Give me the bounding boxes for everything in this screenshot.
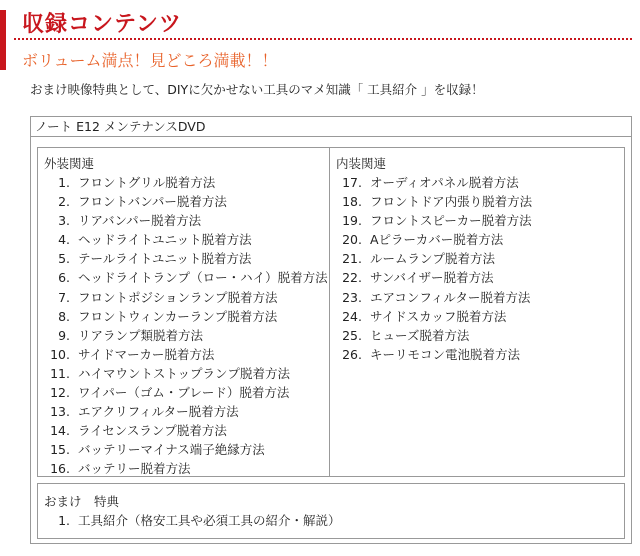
bonus-heading: おまけ 特典: [44, 494, 120, 509]
exterior-heading: 外装関連: [44, 156, 95, 171]
item-number: 3.: [58, 213, 70, 229]
list-item: [46, 511, 341, 530]
item-label: ライセンスランプ脱着方法: [78, 423, 227, 439]
item-number: 1.: [58, 175, 70, 190]
item-number: 13.: [50, 404, 70, 420]
interior-list: [338, 173, 532, 364]
list-item: [338, 211, 532, 230]
item-label: Aピラーカバー脱着方法: [370, 232, 504, 248]
item-label: フロントグリル脱着方法: [78, 175, 216, 190]
item-label: キーリモコン電池脱着方法: [370, 346, 521, 362]
item-number: 16.: [50, 461, 70, 477]
item-label: ヘッドライトユニット脱着方法: [78, 232, 252, 248]
interior-heading: 内装関連: [336, 156, 387, 171]
item-number: 5.: [58, 251, 70, 267]
list-item: [46, 192, 328, 211]
item-label: ハイマウントストップランプ脱着方法: [78, 365, 291, 381]
item-number: 6.: [58, 270, 70, 286]
list-item: [338, 192, 532, 211]
list-item: [46, 288, 328, 307]
item-number: 19.: [342, 213, 362, 229]
item-label: テールライトユニット脱着方法: [78, 251, 252, 267]
list-item: [46, 230, 328, 249]
section-heading: [0, 0, 640, 74]
item-label: バッテリー脱着方法: [78, 461, 191, 477]
contents-box: [30, 116, 632, 544]
list-item: [338, 230, 532, 249]
item-number: 22.: [342, 270, 362, 286]
item-number: 20.: [342, 232, 362, 248]
item-label: サイドマーカー脱着方法: [78, 346, 215, 362]
list-item: [338, 268, 532, 287]
item-label: ワイパー（ゴム・ブレード）脱着方法: [78, 385, 290, 401]
item-number: 1.: [58, 513, 70, 528]
list-item: [46, 307, 328, 326]
item-number: 2.: [58, 194, 70, 210]
list-item: [338, 173, 532, 192]
exterior-column: [37, 147, 329, 477]
item-number: 11.: [50, 365, 70, 381]
item-number: 21.: [342, 251, 362, 267]
item-number: 10.: [50, 346, 70, 362]
section-title: 収録コンテンツ: [22, 12, 182, 37]
list-item: [46, 326, 328, 345]
list-item: [46, 402, 328, 421]
item-number: 24.: [342, 308, 362, 324]
list-item: [46, 268, 328, 287]
item-label: フロントウィンカーランプ脱着方法: [78, 308, 278, 324]
item-number: 25.: [342, 327, 362, 343]
section-subtitle: ボリューム満点！見どころ満載！！: [22, 51, 278, 70]
item-label: ヘッドライトランプ（ロー・ハイ）脱着方法: [78, 270, 328, 286]
list-item: [46, 173, 328, 192]
dotted-divider: [14, 38, 632, 40]
item-label: フロントバンパー脱着方法: [78, 194, 227, 210]
item-label: エアクリフィルター脱着方法: [78, 404, 239, 420]
list-item: [338, 326, 532, 345]
item-number: 9.: [58, 327, 70, 343]
contents-columns: [31, 141, 631, 483]
list-item: [46, 211, 328, 230]
interior-column: [329, 147, 625, 477]
list-item: [46, 459, 328, 478]
exterior-list: [46, 173, 328, 479]
item-label: ヒューズ脱着方法: [370, 327, 470, 343]
accent-bar: [0, 10, 6, 70]
item-number: 18.: [342, 194, 362, 210]
list-item: [46, 440, 328, 459]
item-number: 26.: [342, 346, 362, 362]
item-label: バッテリーマイナス端子絶縁方法: [78, 442, 265, 458]
bonus-section: [37, 483, 625, 539]
item-label: サンバイザー脱着方法: [370, 270, 494, 286]
list-item: [46, 364, 328, 383]
item-label: フロントドア内張り脱着方法: [370, 194, 533, 210]
item-number: 7.: [58, 289, 70, 305]
item-label: フロントスピーカー脱着方法: [370, 213, 532, 229]
bonus-list: [46, 511, 341, 530]
item-number: 23.: [342, 289, 362, 305]
item-number: 14.: [50, 423, 70, 439]
item-label: リアバンパー脱着方法: [78, 213, 202, 229]
list-item: [46, 249, 328, 268]
dvd-title: ノート E12 メンテナンスDVD: [31, 117, 631, 137]
list-item: [338, 345, 532, 364]
item-label: リアランプ類脱着方法: [78, 327, 204, 343]
item-number: 4.: [58, 232, 70, 248]
list-item: [338, 288, 532, 307]
item-number: 17.: [342, 175, 362, 190]
list-item: [46, 345, 328, 364]
item-label: サイドスカッフ脱着方法: [370, 308, 507, 324]
item-label: エアコンフィルター脱着方法: [370, 289, 531, 305]
description-text: おまけ映像特典として、DIYに欠かせない工具のマメ知識「 工具紹介 」を収録！: [30, 82, 484, 97]
list-item: [338, 307, 532, 326]
item-label: フロントポジションランプ脱着方法: [78, 289, 278, 305]
item-number: 8.: [58, 308, 70, 324]
list-item: [338, 249, 532, 268]
item-number: 15.: [50, 442, 70, 458]
item-number: 12.: [50, 385, 70, 401]
list-item: [46, 421, 328, 440]
item-label: ルームランプ脱着方法: [370, 251, 496, 267]
list-item: [46, 383, 328, 402]
item-label: オーディオパネル脱着方法: [370, 175, 519, 190]
item-label: 工具紹介（格安工具や必須工具の紹介・解説）: [78, 513, 341, 528]
